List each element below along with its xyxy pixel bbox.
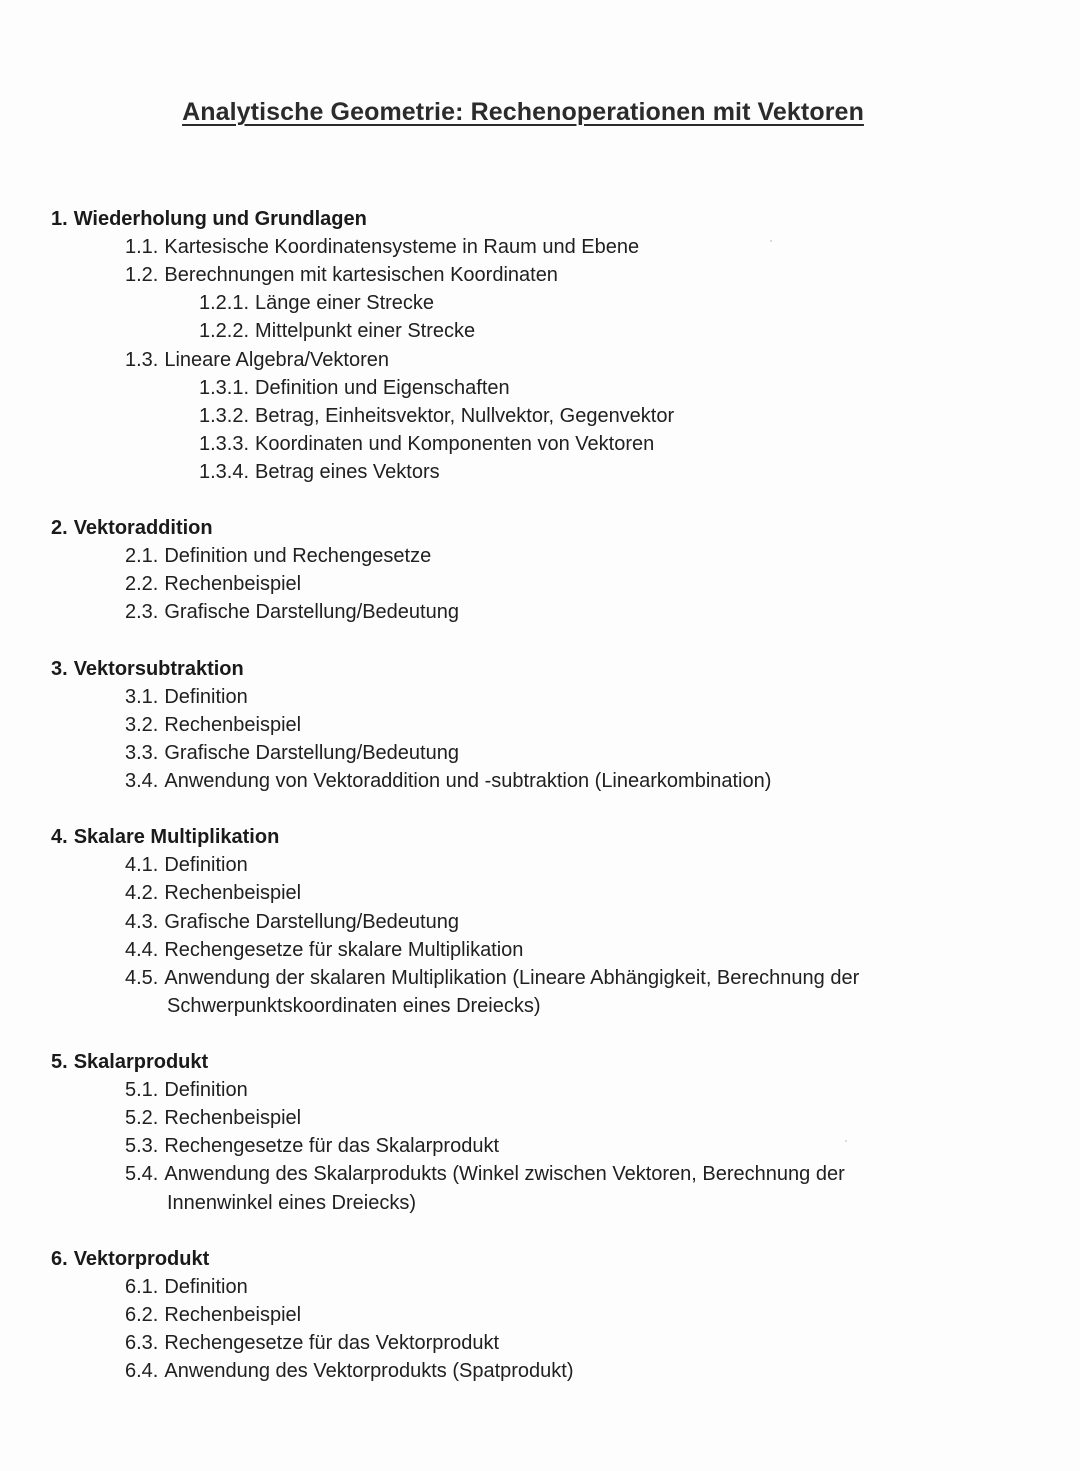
subsection-item-text: Definition bbox=[164, 854, 248, 877]
subsection-item bbox=[125, 1160, 845, 1188]
subsection-item-number: 5.4. bbox=[125, 1163, 159, 1186]
subsection-item-text: Anwendung der skalaren Multiplikation (Lineare Abhängigkeit, Berechnung der bbox=[164, 966, 860, 989]
subsection-item-text: Grafische Darstellung/Bedeutung bbox=[164, 601, 459, 624]
subsection-item-text: Definition bbox=[164, 1079, 248, 1102]
section-heading-text: Vektoraddition bbox=[73, 517, 213, 540]
subsection-item-text: Anwendung des Vektorprodukts (Spatprodukt) bbox=[164, 1360, 574, 1383]
subsection-item bbox=[125, 233, 639, 261]
subsection-item bbox=[125, 767, 771, 795]
subsection-item-number: 5.3. bbox=[125, 1135, 159, 1158]
subsection-item-text: Anwendung des Skalarprodukts (Winkel zwischen Vektoren, Berechnung der bbox=[164, 1163, 845, 1186]
section-heading-number: 6. bbox=[51, 1247, 68, 1270]
subsection-item-number: 3.1. bbox=[125, 685, 159, 708]
subsection-item-number: 3.3. bbox=[125, 741, 159, 764]
subsection-item bbox=[125, 1301, 301, 1329]
subsection-item-number: 2.1. bbox=[125, 545, 159, 568]
subsection-item-number: 4.3. bbox=[125, 910, 159, 933]
section-heading bbox=[51, 205, 367, 233]
subsection-item bbox=[125, 964, 859, 992]
subsection-item-text: Grafische Darstellung/Bedeutung bbox=[164, 910, 459, 933]
section-heading-text: Vektorprodukt bbox=[73, 1247, 210, 1270]
scan-speck bbox=[845, 1140, 847, 1142]
section-heading bbox=[51, 514, 213, 542]
subsection-item bbox=[125, 683, 248, 711]
subsection-item-text: Definition und Rechengesetze bbox=[164, 545, 432, 568]
subsection-item-text: Lineare Algebra/Vektoren bbox=[164, 348, 389, 371]
subsection-item bbox=[125, 598, 459, 626]
section-heading-text: Vektorsubtraktion bbox=[73, 657, 244, 680]
subsubsection-item-text: Mittelpunkt einer Strecke bbox=[255, 320, 476, 343]
subsubsection-item bbox=[199, 289, 434, 317]
subsection-item bbox=[125, 1357, 574, 1385]
subsubsection-item-text: Länge einer Strecke bbox=[255, 292, 435, 315]
subsection-item-number: 6.1. bbox=[125, 1275, 159, 1298]
subsubsection-item-text: Definition und Eigenschaften bbox=[255, 376, 510, 399]
section-heading bbox=[51, 1245, 209, 1273]
subsection-item bbox=[125, 1329, 499, 1357]
subsection-item-text: Rechenbeispiel bbox=[164, 713, 302, 736]
subsubsection-item-text: Koordinaten und Komponenten von Vektoren bbox=[255, 432, 655, 455]
subsection-item-text: Definition bbox=[164, 1275, 248, 1298]
subsection-item-text: Definition bbox=[164, 685, 248, 708]
subsection-item-number: 1.3. bbox=[125, 348, 159, 371]
subsection-item-number: 4.2. bbox=[125, 882, 159, 905]
subsubsection-item bbox=[199, 317, 475, 345]
subsubsection-item-number: 1.3.2. bbox=[199, 404, 250, 427]
section-heading-number: 1. bbox=[51, 208, 68, 230]
subsection-item-number: 2.3. bbox=[125, 601, 159, 624]
subsection-item bbox=[125, 1076, 248, 1104]
subsection-item-text: Grafische Darstellung/Bedeutung bbox=[164, 741, 459, 764]
subsection-item-number: 2.2. bbox=[125, 573, 159, 596]
subsection-item bbox=[125, 1273, 248, 1301]
subsection-item bbox=[125, 1132, 499, 1160]
subsection-item bbox=[125, 711, 301, 739]
scan-speck bbox=[770, 240, 772, 242]
subsection-item-text: Rechenbeispiel bbox=[164, 1303, 302, 1326]
subsection-item-number: 6.2. bbox=[125, 1303, 159, 1326]
subsection-item-number: 3.4. bbox=[125, 770, 159, 792]
subsection-item-number: 1.2. bbox=[125, 264, 159, 287]
subsection-item bbox=[125, 851, 248, 879]
subsection-item-number: 3.2. bbox=[125, 713, 159, 736]
subsection-item bbox=[125, 570, 301, 598]
subsection-item-text: Rechengesetze für das Skalarprodukt bbox=[164, 1135, 499, 1158]
document-title: Analytische Geometrie: Rechenoperationen mit Vektoren bbox=[182, 98, 864, 126]
subsection-item-continuation: Schwerpunktskoordinaten eines Dreiecks) bbox=[167, 994, 541, 1017]
subsection-item-text: Rechengesetze für das Vektorprodukt bbox=[164, 1332, 500, 1354]
subsection-item-number: 6.3. bbox=[125, 1332, 159, 1354]
section-heading-text: Skalarprodukt bbox=[73, 1051, 209, 1073]
subsection-item bbox=[125, 936, 523, 964]
subsubsection-item-text: Betrag eines Vektors bbox=[255, 460, 440, 483]
subsection-item-number: 5.2. bbox=[125, 1107, 159, 1130]
subsubsection-item bbox=[199, 402, 674, 430]
section-heading bbox=[51, 823, 279, 851]
subsection-item-text: Berechnungen mit kartesischen Koordinaten bbox=[164, 264, 558, 287]
subsection-item-number: 4.5. bbox=[125, 966, 159, 989]
subsubsection-item-text: Betrag, Einheitsvektor, Nullvektor, Gegenvektor bbox=[255, 404, 675, 427]
subsection-item bbox=[125, 908, 459, 936]
subsection-item bbox=[125, 346, 389, 374]
subsection-item-number: 4.1. bbox=[125, 854, 159, 877]
section-heading-text: Skalare Multiplikation bbox=[73, 826, 280, 849]
subsection-item-number: 4.4. bbox=[125, 938, 159, 961]
subsection-item-text: Kartesische Koordinatensysteme in Raum und Ebene bbox=[164, 236, 640, 259]
subsubsection-item-number: 1.2.1. bbox=[199, 292, 250, 315]
section-heading-number: 2. bbox=[51, 517, 68, 540]
section-heading bbox=[51, 1048, 208, 1076]
section-heading bbox=[51, 655, 244, 683]
subsubsection-item bbox=[199, 430, 654, 458]
subsection-item-number: 6.4. bbox=[125, 1360, 159, 1383]
section-heading-number: 5. bbox=[51, 1051, 68, 1073]
subsubsection-item-number: 1.3.3. bbox=[199, 432, 250, 455]
subsection-item bbox=[125, 879, 301, 907]
section-heading-number: 3. bbox=[51, 657, 68, 680]
subsection-item-text: Rechenbeispiel bbox=[164, 882, 302, 905]
subsubsection-item bbox=[199, 374, 510, 402]
subsubsection-item bbox=[199, 458, 440, 486]
subsection-item bbox=[125, 739, 459, 767]
subsection-item-text: Rechenbeispiel bbox=[164, 573, 302, 596]
section-heading-text: Wiederholung und Grundlagen bbox=[73, 208, 367, 230]
subsubsection-item-number: 1.3.1. bbox=[199, 376, 250, 399]
subsubsection-item-number: 1.2.2. bbox=[199, 320, 250, 343]
subsection-item bbox=[125, 261, 558, 289]
subsection-item-number: 5.1. bbox=[125, 1079, 159, 1102]
section-heading-number: 4. bbox=[51, 826, 68, 849]
subsubsection-item-number: 1.3.4. bbox=[199, 460, 250, 483]
subsection-item-text: Anwendung von Vektoraddition und -subtraktion (Linearkombination) bbox=[164, 770, 772, 792]
subsection-item bbox=[125, 1104, 301, 1132]
subsection-item-number: 1.1. bbox=[125, 236, 159, 259]
subsection-item-text: Rechengesetze für skalare Multiplikation bbox=[164, 938, 524, 961]
subsection-item bbox=[125, 542, 431, 570]
subsection-item-text: Rechenbeispiel bbox=[164, 1107, 302, 1130]
subsection-item-continuation: Innenwinkel eines Dreiecks) bbox=[167, 1191, 417, 1214]
